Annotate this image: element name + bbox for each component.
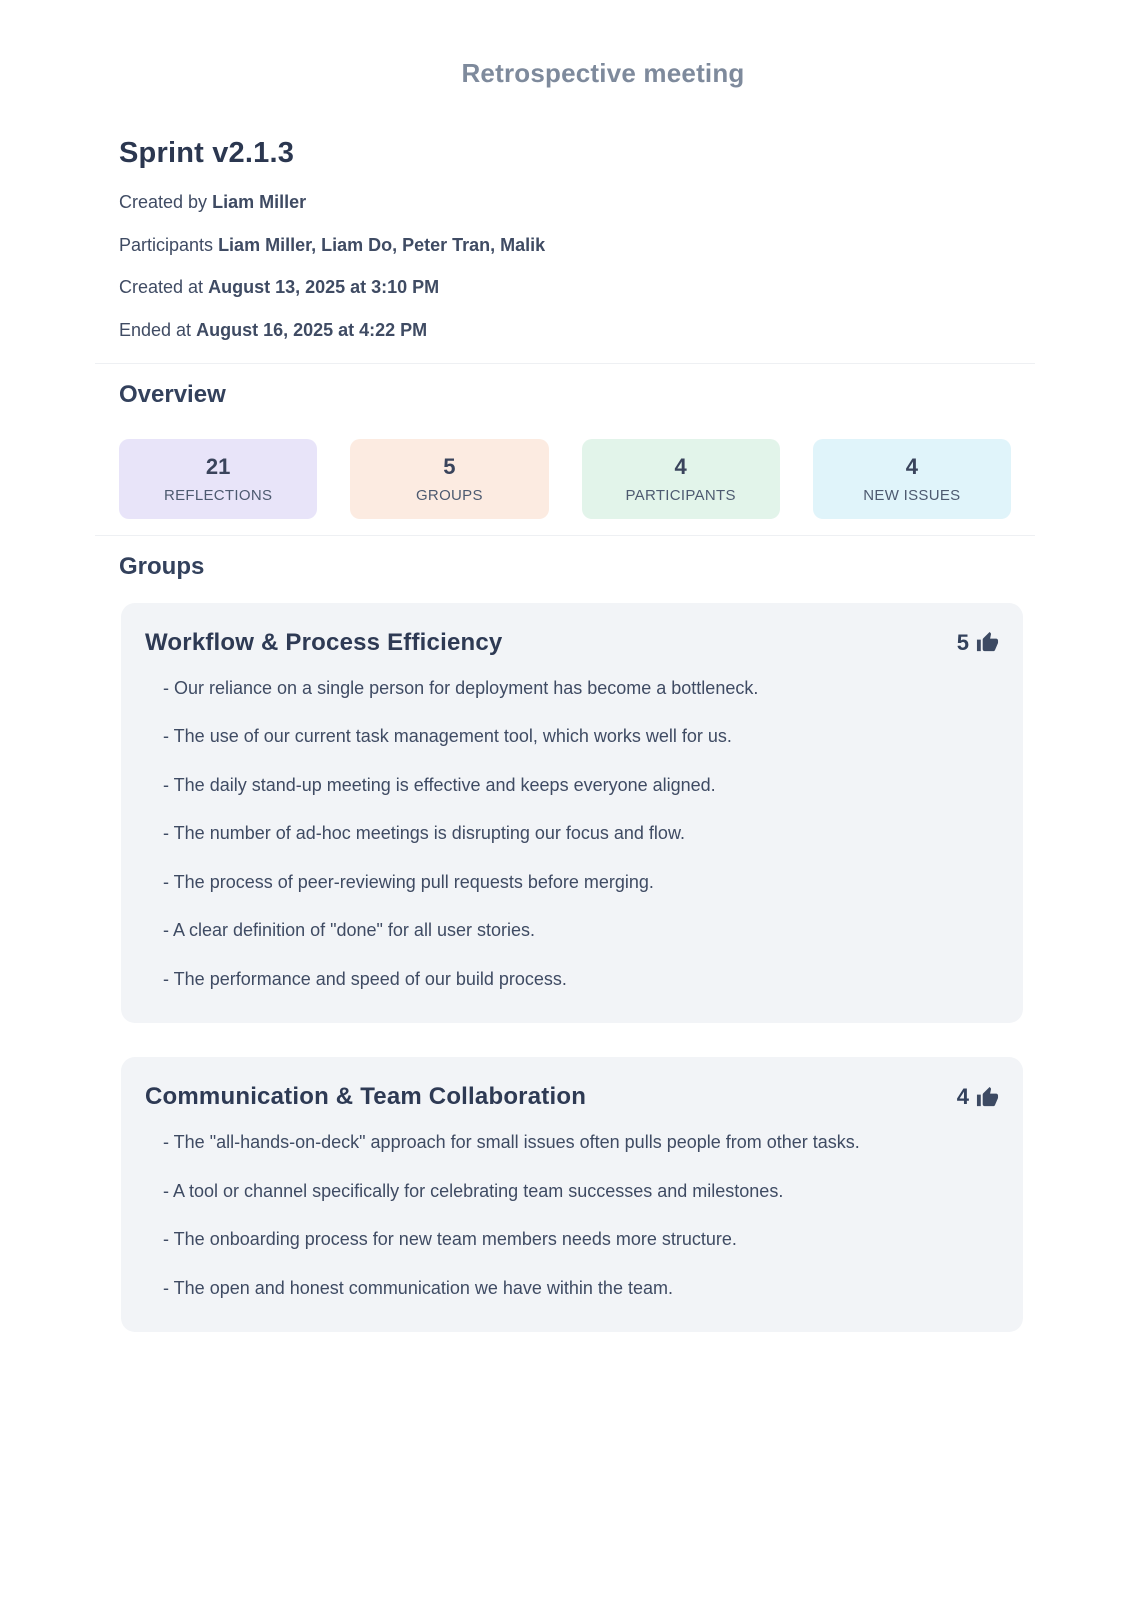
section-divider xyxy=(95,363,1035,364)
stat-value: 5 xyxy=(443,453,456,479)
meta-created-at xyxy=(119,277,1011,298)
meta-label: Participants xyxy=(119,234,214,255)
thumbs-up-icon xyxy=(976,631,999,654)
group-title: Workflow & Process Efficiency xyxy=(145,628,503,656)
meta-label: Created at xyxy=(119,277,204,298)
reflection-item: - The open and honest communication we have within the team. xyxy=(163,1277,673,1298)
meta-value: August 13, 2025 at 3:10 PM xyxy=(208,277,440,298)
meeting-name: Sprint v2.1.3 xyxy=(119,137,295,169)
meta-value: Liam Miller, Liam Do, Peter Tran, Malik xyxy=(218,234,546,255)
stat-card xyxy=(119,439,317,519)
reflection-item: - The use of our current task management tool, which works well for us. xyxy=(163,726,732,747)
reflection-item: - The process of peer-reviewing pull requests before merging. xyxy=(163,871,654,892)
stat-value: 4 xyxy=(674,453,687,479)
overview-stats xyxy=(119,439,1011,519)
reflection-item: - A tool or channel specifically for celebrating team successes and milestones. xyxy=(163,1180,784,1201)
reflections-list xyxy=(145,1127,999,1304)
meeting-meta xyxy=(119,192,1011,341)
stat-label: REFLECTIONS xyxy=(163,486,273,504)
thumbs-up-icon xyxy=(976,1086,999,1109)
vote-count: 4 xyxy=(956,1084,969,1110)
reflection-item: - The daily stand-up meeting is effective and keeps everyone aligned. xyxy=(163,774,716,795)
reflection-item: - A clear definition of "done" for all user stories. xyxy=(163,920,535,941)
stat-label: NEW ISSUES xyxy=(863,486,961,504)
stat-card xyxy=(813,439,1011,519)
stat-label: PARTICIPANTS xyxy=(625,486,736,504)
reflection-item: - The number of ad-hoc meetings is disrupting our focus and flow. xyxy=(163,823,685,844)
group-header xyxy=(145,1083,999,1111)
stat-label: GROUPS xyxy=(415,486,483,504)
reflections-list xyxy=(145,673,999,996)
meta-value: Liam Miller xyxy=(212,192,307,212)
reflection-item: - The onboarding process for new team members needs more structure. xyxy=(163,1229,737,1250)
stat-value: 4 xyxy=(905,453,918,479)
page-title: Retrospective meeting xyxy=(461,58,745,88)
group-card xyxy=(121,1057,1023,1332)
vote-count: 5 xyxy=(956,629,969,655)
reflection-item: - The "all-hands-on-deck" approach for small issues often pulls people from other tasks. xyxy=(163,1132,860,1153)
reflection-item: - Our reliance on a single person for deployment has become a bottleneck. xyxy=(163,677,759,698)
groups-heading: Groups xyxy=(119,552,205,580)
meta-label: Created by xyxy=(119,192,208,212)
group-votes xyxy=(957,1084,999,1110)
stat-value: 21 xyxy=(205,453,231,479)
group-card xyxy=(121,603,1023,1024)
groups-list xyxy=(95,603,1035,1333)
meta-participants xyxy=(119,235,1011,256)
section-divider xyxy=(95,535,1035,536)
overview-heading: Overview xyxy=(119,380,226,408)
stat-card xyxy=(350,439,548,519)
group-header xyxy=(145,629,999,657)
meta-ended-at xyxy=(119,320,1011,341)
meta-value: August 16, 2025 at 4:22 PM xyxy=(196,320,428,341)
stat-card xyxy=(582,439,780,519)
meta-created-by xyxy=(119,192,1011,213)
group-votes xyxy=(957,630,999,656)
group-title: Communication & Team Collaboration xyxy=(145,1083,587,1111)
report-container xyxy=(95,0,1035,1332)
meta-label: Ended at xyxy=(119,320,192,341)
reflection-item: - The performance and speed of our build process. xyxy=(163,968,567,989)
